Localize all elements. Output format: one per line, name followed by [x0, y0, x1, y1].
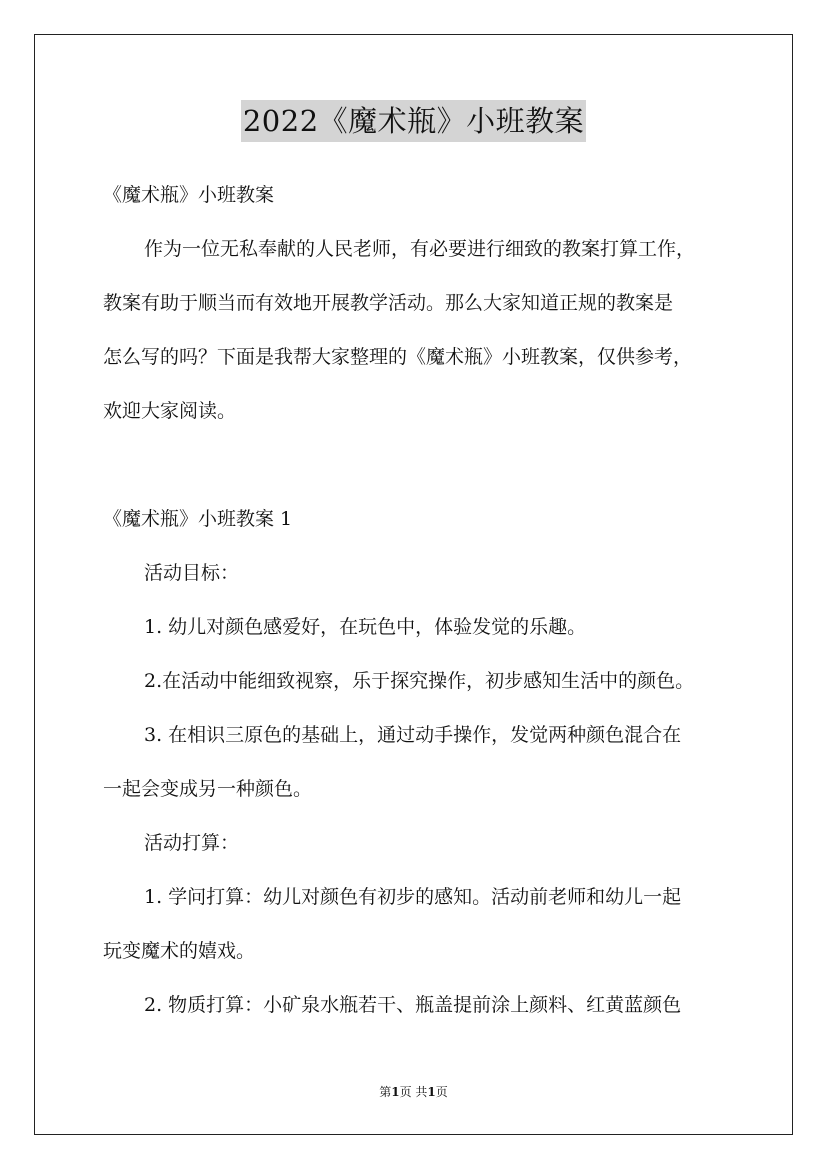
document-title: 2022《魔术瓶》小班教案 [241, 100, 586, 142]
prep-item-1: 1. 学问打算：幼儿对颜色有初步的感知。活动前老师和幼儿一起 [144, 886, 682, 908]
title-container [0, 100, 827, 142]
prep-heading: 活动打算： [144, 832, 240, 854]
goal-item-1: 1. 幼儿对颜色感爱好，在玩色中，体验发觉的乐趣。 [144, 616, 587, 638]
goals-heading: 活动目标： [144, 562, 240, 584]
page-footer [0, 1084, 827, 1100]
intro-line-3: 怎么写的吗？下面是我帮大家整理的《魔术瓶》小班教案，仅供参考， [103, 346, 693, 368]
footer-page-suffix: 页 [435, 1085, 448, 1099]
intro-line-2: 教案有助于顺当而有效地开展教学活动。那么大家知道正规的教案是 [103, 292, 674, 314]
intro-line-1: 作为一位无私奉献的人民老师，有必要进行细致的教案打算工作， [144, 238, 696, 260]
section-heading: 《魔术瓶》小班教案 1 [103, 508, 293, 530]
prep-item-1-continued: 玩变魔术的嬉戏。 [103, 940, 256, 962]
document-subtitle: 《魔术瓶》小班教案 [103, 184, 275, 206]
intro-line-4: 欢迎大家阅读。 [103, 400, 237, 422]
goal-item-3: 3. 在相识三原色的基础上，通过动手操作，发觉两种颜色混合在 [144, 724, 682, 746]
footer-page-mid: 页 共 [399, 1085, 428, 1099]
prep-item-2: 2. 物质打算：小矿泉水瓶若干、瓶盖提前涂上颜料、红黄蓝颜色 [144, 994, 682, 1016]
goal-item-2: 2.在活动中能细致视察，乐于探究操作，初步感知生活中的颜色。 [144, 670, 695, 692]
footer-page-current: 1 [391, 1085, 400, 1099]
footer-page-prefix: 第 [379, 1085, 392, 1099]
footer-page-total: 1 [427, 1085, 436, 1099]
goal-item-3-continued: 一起会变成另一种颜色。 [103, 778, 313, 800]
